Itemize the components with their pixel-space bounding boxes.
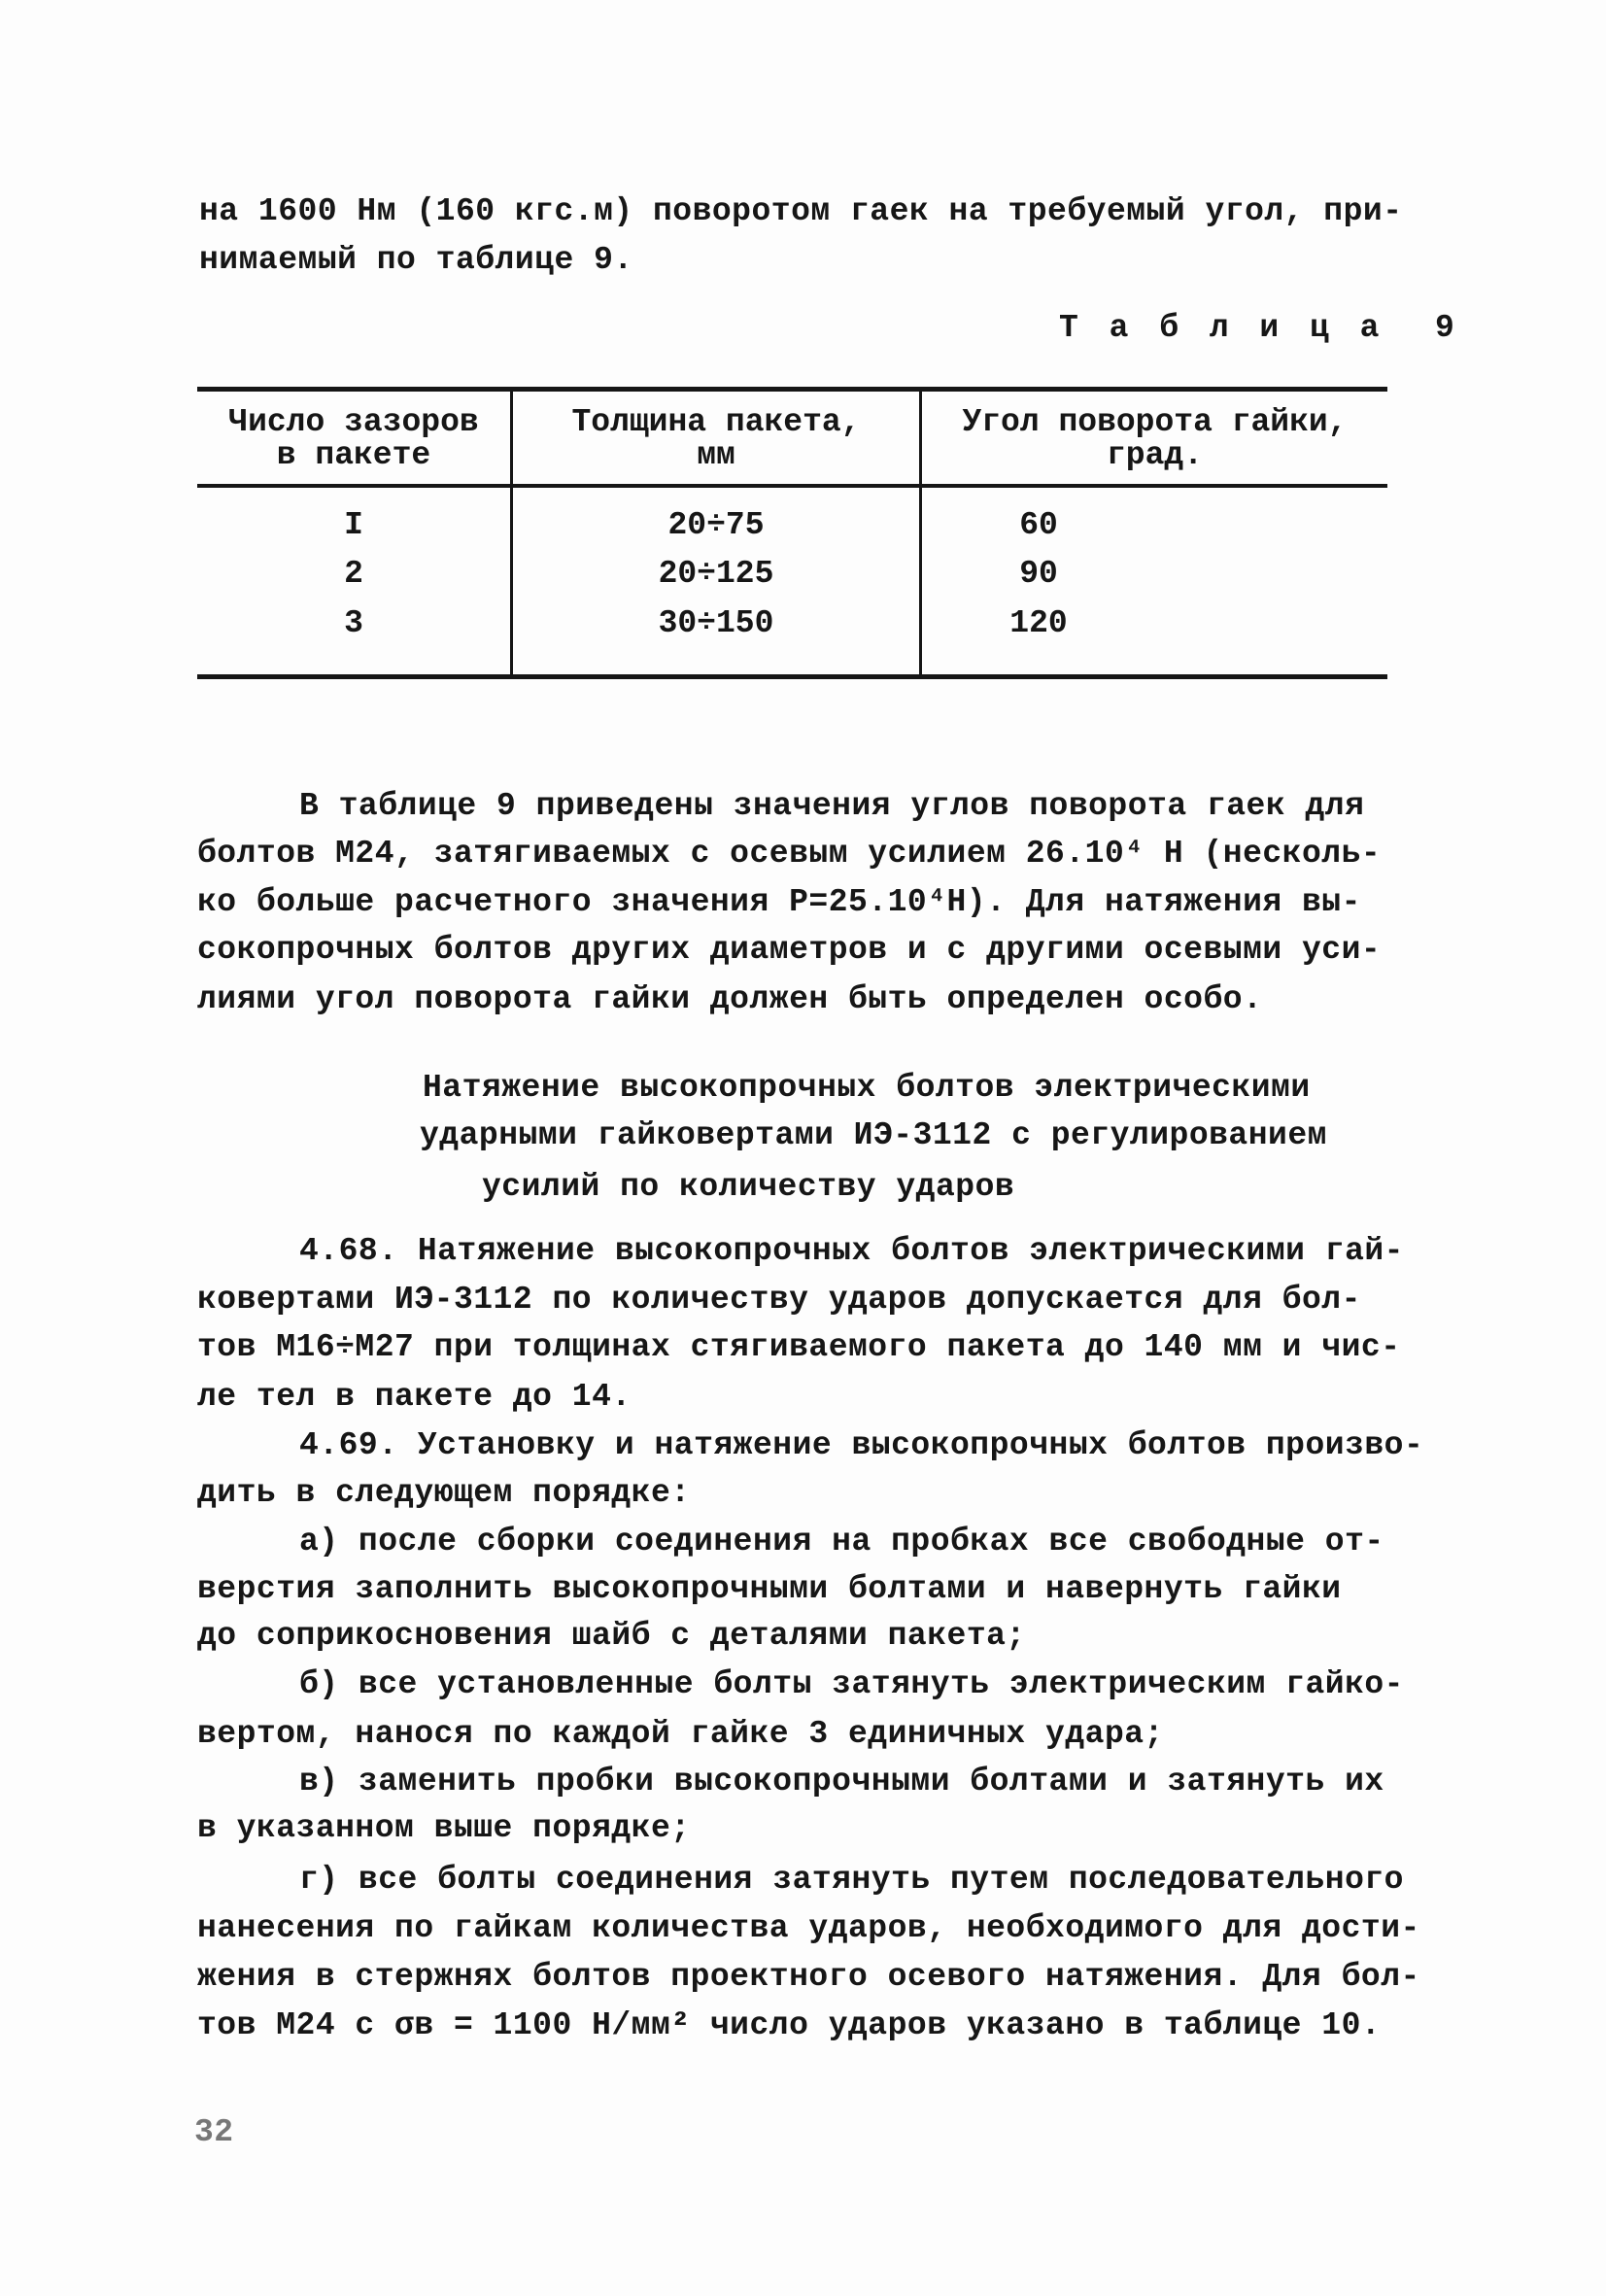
body-line: ковертами ИЭ-3112 по количеству ударов допускается для бол- [197,1282,1361,1318]
cell-angle: 120 [1009,605,1068,641]
paragraph-line: сокопрочных болтов других диаметров и с другими осевыми уси- [197,932,1382,968]
body-line: 4.69. Установку и натяжение высокопрочных болтов произво- [299,1427,1424,1463]
cell-angle: 90 [1019,556,1058,592]
cell-thickness: 30÷150 [658,605,774,641]
section-heading-line: Натяжение высокопрочных болтов электрическими [423,1070,1311,1106]
page-number: 32 [194,2114,234,2150]
table-bottom-rule [197,674,1387,679]
body-line: в) заменить пробки высокопрочными болтами и затянуть их [299,1764,1384,1799]
body-line: ле тел в пакете до 14. [197,1379,632,1415]
body-line: тов М24 с σв = 1100 Н/мм² число ударов указано в таблице 10. [197,2007,1382,2043]
intro-line: нимаемый по таблице 9. [199,242,633,278]
body-line: жения в стержнях болтов проектного осевого натяжения. Для бол- [197,1959,1420,1995]
cell-thickness: 20÷75 [667,507,765,543]
cell-thickness: 20÷125 [658,556,774,592]
paragraph-line: В таблице 9 приведены значения углов поворота гаек для [299,788,1365,824]
cell-gaps: 3 [344,605,363,641]
header-thickness: Толщина пакета, мм [571,404,861,473]
body-line: вертом, нанося по каждой гайке 3 единичных удара; [197,1716,1164,1752]
cell-gaps: I [344,507,363,543]
body-line: б) все установленные болты затянуть электрическим гайко- [299,1666,1404,1702]
body-line: а) после сборки соединения на пробках все свободные от- [299,1524,1384,1559]
table-caption: Т а б л и ц а 9 [1059,310,1460,346]
cell-angle: 60 [1019,507,1058,543]
paragraph-line: лиями угол поворота гайки должен быть определен особо. [197,981,1263,1017]
cell-gaps: 2 [344,556,363,592]
intro-line: на 1600 Нм (160 кгс.м) поворотом гаек на требуемый угол, при- [199,193,1403,229]
body-line: дить в следующем порядке: [197,1475,691,1511]
section-heading-line: усилий по количеству ударов [482,1169,1015,1205]
paragraph-line: болтов М24, затягиваемых с осевым усилием 26.10⁴ Н (несколь- [197,836,1382,872]
header-angle: Угол поворота гайки, град. [962,404,1348,473]
paragraph-line: ко больше расчетного значения Р=25.10⁴Н). Для натяжения вы- [197,884,1361,920]
body-line: верстия заполнить высокопрочными болтами и навернуть гайки [197,1571,1342,1607]
header-gaps: Число зазоров в пакете [228,404,479,473]
section-heading-line: ударными гайковертами ИЭ-3112 с регулированием [420,1117,1327,1153]
body-line: в указанном выше порядке; [197,1810,691,1846]
body-line: нанесения по гайкам количества ударов, необходимого для дости- [197,1910,1420,1946]
body-line: 4.68. Натяжение высокопрочных болтов электрическими гай- [299,1233,1404,1269]
body-line: до соприкосновения шайб с деталями пакета; [197,1618,1026,1654]
body-line: г) все болты соединения затянуть путем последовательного [299,1862,1404,1898]
table-header-rule [197,484,1387,488]
table-top-rule [197,387,1387,392]
body-line: тов М16÷М27 при толщинах стягиваемого пакета до 140 мм и чис- [197,1329,1401,1365]
